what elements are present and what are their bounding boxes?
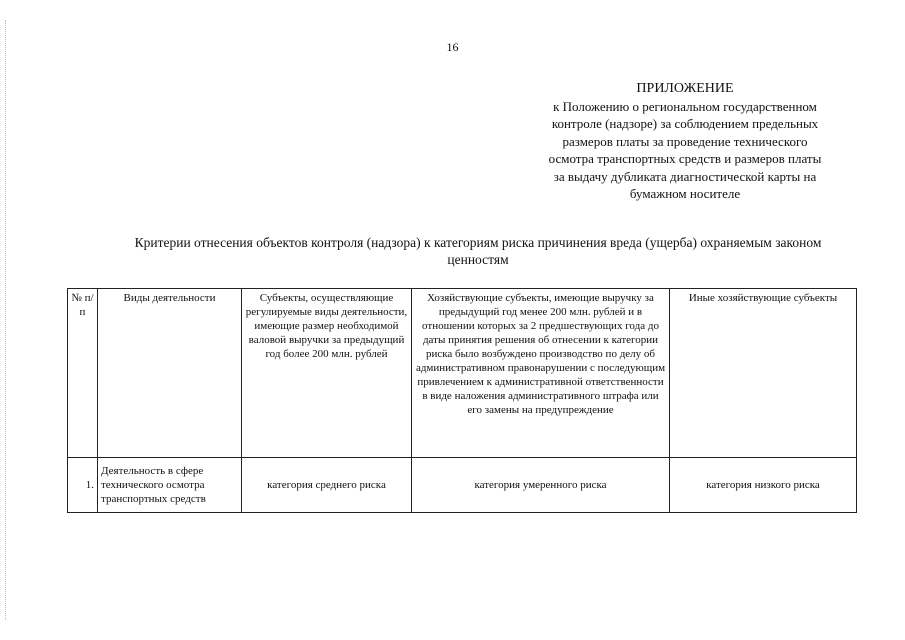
column-header-number: № п/п	[68, 289, 98, 458]
appendix-line: бумажном носителе	[629, 186, 741, 201]
risk-criteria-table	[67, 288, 857, 513]
large-subjects-risk-cell: категория среднего риска	[242, 458, 412, 513]
table-row	[68, 458, 857, 513]
table-header-row	[68, 289, 857, 458]
page-number: 16	[446, 40, 459, 54]
document-title: Критерии отнесения объектов контроля (надзора) к категориям риска причинения вреда (ущерба) охраняемым законом ценностям	[134, 235, 822, 267]
column-header-large-subjects: Субъекты, осуществляющие регулируемые виды деятельности, имеющие размер необходимой валовой выручки за предыдущий год более 200 млн. рублей	[242, 289, 412, 458]
violators-risk-cell: категория умеренного риска	[412, 458, 670, 513]
appendix-line: к Положению о региональном государственном	[553, 98, 817, 114]
appendix-line: осмотра транспортных средств и размеров платы	[548, 151, 822, 166]
other-subjects-risk-cell: категория низкого риска	[670, 458, 857, 513]
appendix-heading: ПРИЛОЖЕНИЕ	[636, 81, 734, 96]
column-header-other-subjects: Иные хозяйствующие субъекты	[670, 289, 857, 458]
appendix-block	[520, 80, 850, 203]
row-number: 1.	[68, 458, 98, 513]
appendix-line: за выдачу дубликата диагностической карты на	[553, 168, 817, 184]
column-header-activity: Виды деятельности	[98, 289, 242, 458]
scan-margin-marks	[5, 20, 7, 620]
column-header-violators: Хозяйствующие субъекты, имеющие выручку за предыдущий год менее 200 млн. рублей и в отношении которых за 2 предшествующих года до даты принятия решения об отнесении к категории риска было возбуждено производство по делу об административном правонарушении с последующим привлечением к административной ответственности в виде наложения административного штрафа или его замены на предупреждение	[412, 289, 670, 458]
appendix-line: размеров платы за проведение технического	[562, 133, 808, 149]
appendix-line: контроле (надзоре) за соблюдением предельных	[551, 116, 819, 131]
activity-cell: Деятельность в сфере технического осмотра транспортных средств	[98, 458, 242, 513]
